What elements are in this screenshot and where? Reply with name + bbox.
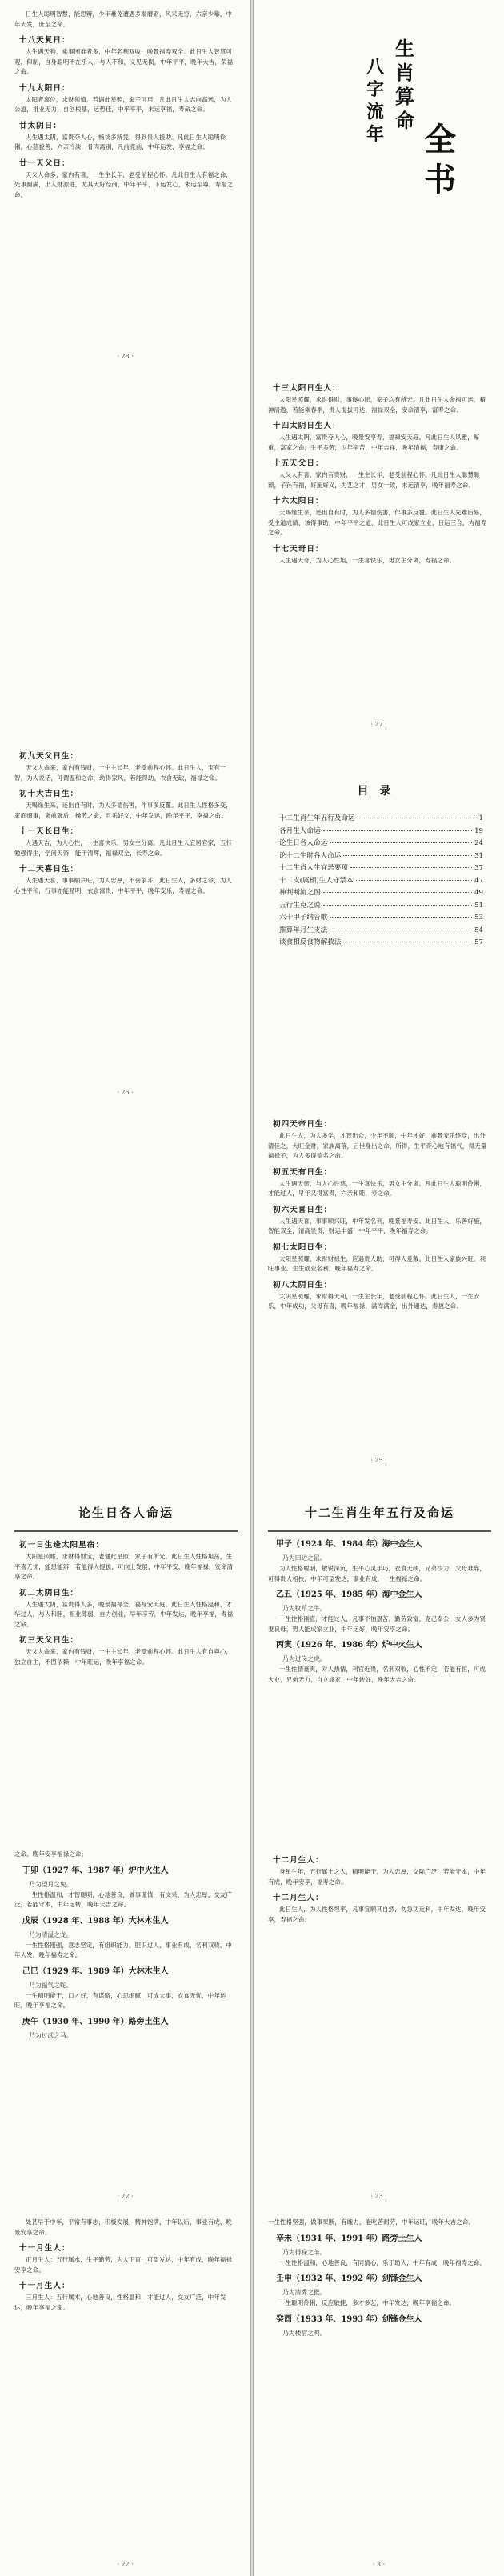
section-heading: 十七天奇日： <box>273 544 324 554</box>
year-heading: 庚午（1930 年、1990 年）路旁土生人 <box>22 2017 169 2026</box>
toc-entry-title: 六十甲子纳音歌 <box>279 914 328 922</box>
toc-entry-title: 各月生人命运 <box>279 826 321 835</box>
paragraph: 此日生人，为人性格坦率，凡事宜顺其自然，勿急功近利，中年发达，晚年安享，寿福之命。 <box>268 1906 486 1923</box>
page-number: · 26 · <box>117 1089 134 1096</box>
year-heading: 壬申（1932 年、1992 年）剑锋金生人 <box>276 2274 422 2283</box>
chapter-title: 论生日各人命运 <box>78 1506 174 1520</box>
toc-leader <box>323 830 472 831</box>
year-heading: 丙寅（1926 年、1986 年）炉中火生人 <box>276 1641 422 1650</box>
paragraph: 此日生人，为人多学，才智出众，少年不顺，中年才好，前景安乐终身，出外清佳之，大旺金财，家族离落，后世身出之命，所得，生平奇心地有福气，得无量福禄子，为人多得德名之命。 <box>268 1132 487 1159</box>
toc-entry-title: 十二支(属相)生人守禁本 <box>279 876 354 885</box>
cover-title-char: 生 <box>395 37 414 60</box>
toc-leader <box>343 855 472 856</box>
cover-title-column <box>395 37 414 133</box>
year-heading: 辛未（1931 年、1991 年）路旁土生人 <box>276 2234 422 2243</box>
cover-title-char: 肖 <box>395 61 414 84</box>
cover-title-char: 算 <box>395 85 414 108</box>
paragraph: 人生遇天喜，事事顺兴旺，中年发名利，晚景福寿安。此日生人，乐善好施，智能双全，清高显贵，财运丰盛，中年平平，晚年福寿之命。 <box>268 1217 486 1234</box>
year-heading: 乙丑（1925 年、1985 年）海中金生人 <box>276 1590 422 1599</box>
toc-title: 目录 <box>357 785 402 798</box>
section-heading: 初九天父日生： <box>19 752 79 761</box>
book-page-left <box>0 2208 250 2576</box>
paragraph: 太阳星照耀，求财得财，事遂心愿，家子均有所光。凡此日生人金福可运，精神清逸，若能乘春季，贵人提拔可达，福禄双全，安命清享，富寿之命。 <box>268 396 486 414</box>
chapter-title: 十二生肖生年五行及命运 <box>304 1506 454 1520</box>
cover-title <box>254 24 504 344</box>
paragraph: 为人性格聪明，敏锐深沉，生平心灵手巧，衣食无缺，兄弟少力，父母难靠，可得贵人相扶，中年可望发达，事业有成，一生福禄之命。 <box>268 1565 486 1582</box>
section-heading: 初三天父日生： <box>19 1636 79 1645</box>
book-page-right <box>254 1840 504 2208</box>
toc-entry-title: 五行生克之说 <box>279 901 321 910</box>
paragraph: 人生遇太阴，富贵夺人心，畅谈多所凭，得到贵人援助。凡此日生人聪明伶俐，心慈貌善，六亲冷淡，骨肉离别，凡前克前，中年运发，享福之命。 <box>14 133 226 150</box>
paragraph: 太阳星照耀，求财得财宝，老遇此星照，家子有所光。此日生人性格坦荡，生平喜无忧，能思能辨，若能得人提拔，可向上发展，中年平安，晚年福禄，安命清享之命。 <box>14 1553 234 1580</box>
section-heading: 十一天长日生： <box>19 827 79 836</box>
section-heading: 十五天父日： <box>273 459 324 468</box>
toc-entry[interactable] <box>279 875 483 888</box>
book-page-right <box>254 368 504 736</box>
cover-title-char: 书 <box>424 161 456 198</box>
year-subheading: 乃为楼宿之鸡。 <box>282 2329 326 2337</box>
page-number: · 27 · <box>370 721 387 728</box>
toc-entry-title: 十二生肖生年五行及命运 <box>279 814 355 822</box>
year-heading: 己巳（1929 年、1989 年）大林木生人 <box>22 1966 169 1976</box>
book-spread <box>0 0 504 368</box>
toc-entry-title: 神判断流之图 <box>279 889 321 897</box>
book-spread <box>0 1472 504 1840</box>
paragraph: 人生遇天狗，乘事困难者多，中年名利双收，晚景福寿双全。此日生人智慧可观，仰制，自身聪明不在乎人，与人不和，义见无损，中年平平，晚年大吉，荣福之命。 <box>14 48 234 75</box>
year-subheading: 乃为得禄之羊。 <box>282 2248 326 2256</box>
paragraph: 日生人聪明智慧，能思辨，少年难免遭遇多端磨砺，风采无穷，六亲少靠，中年大发，庶至之命。 <box>14 10 233 28</box>
paragraph: 人生遇天帝，与人心性慈，一生喜快乐，男女主分离。凡此日生人聪明伶俐，才能过人，早年又得富贵，六亲和睦，寿之命。 <box>268 1179 486 1197</box>
cover-title-char: 年 <box>366 124 384 145</box>
paragraph: 太阴星照耀，求财得大利，一生主长年，老受前程心怀。此日生人，一生安乐，中年成功，父母有喜，晚年福禄，满库满金，出外通达，寿福之命。 <box>268 1292 480 1310</box>
paragraph: 一生性格刚直，才能过人，凡事不怕艰苦，勤劳致富，克己奉公，女人多为贤妻良母，男人能成家立业，中年运好，晚年安享之命。 <box>268 1615 486 1633</box>
section-heading: 十二月生人： <box>273 1894 324 1902</box>
book-page-left <box>0 0 250 368</box>
year-subheading: 乃为清温之龙。 <box>29 1930 73 1938</box>
book-page-left <box>0 1840 250 2208</box>
book-spread <box>0 2208 504 2576</box>
section-heading: 廿太阴日： <box>19 121 62 130</box>
toc-entry-title: 十二生肖人生宜忌要项 <box>279 864 348 872</box>
paragraph: 天父人命多，家内有喜，一生主长年，老受前程心怀。凡此日生人有福之命，处事圆满，出入财源进，尤其大好经商，中年平平，下运发心，末运至尊，寿福之命。 <box>14 170 234 198</box>
toc-leader <box>350 867 472 868</box>
paragraph: 一生性格刚强，意志坚定，有组织能力，胆识过人，事业有成，名利双收，中年大发，晚年福寿之命。 <box>14 1941 233 1958</box>
paragraph: 正月生人：五行属水，生平勤劳，为人正直，可望发达，中年有成，晚年福禄安享之命。 <box>14 2256 233 2274</box>
year-subheading: 乃为望月之兔。 <box>29 1880 73 1888</box>
section-heading: 初八太阴日生： <box>273 1280 333 1290</box>
book-page-right <box>254 0 504 368</box>
toc-leader <box>330 842 472 843</box>
paragraph: 天父人命来，家内有钱财，一生主长年，老受前程心怀。此日生人，宝有一智，为人说话，可谓温和之命，幼得家风，若能得助，衣食无缺，福禄之命。 <box>14 764 226 782</box>
page-number: · 28 · <box>117 353 134 360</box>
section-heading: 廿一天父日： <box>19 158 70 168</box>
paragraph: 天喝缘生来，还出自有时，为人多德伤害，作事多反覆。此日生人先难后易，受主道成绩，该得事助，中年平平之道，此日生人可成家立业，日运三合，为福寿之命。 <box>268 509 487 536</box>
year-heading: 戊辰（1928 年、1988 年）大林木生人 <box>22 1916 169 1926</box>
toc-entry-title: 谈食相反食物解救法 <box>279 938 342 946</box>
book-spread <box>0 368 504 736</box>
paragraph: 三月生人：五行属木，心地善良，性格温和，才能过人，交友广泛，中年发达，晚年享福之命。 <box>14 2294 226 2311</box>
book-page-left <box>0 1472 250 1840</box>
cover-title-char: 命 <box>395 109 414 132</box>
cover-title-column <box>424 120 456 200</box>
year-subheading: 乃为过武之马。 <box>29 2031 73 2039</box>
section-heading: 十二天喜日生： <box>19 865 79 874</box>
book-page-left <box>0 736 250 1104</box>
year-subheading: 乃为牧草之牛。 <box>282 1605 326 1612</box>
toc-entry-page: 1 <box>478 814 483 822</box>
section-heading: 十一月生人： <box>19 2282 70 2290</box>
paragraph: 一生性情豪爽，对人热情，利官近贵，名利双收，心性不定，若能有恒，可成大业，兄弟无力，自立成家，中年转好，晚年大吉之命。 <box>268 1666 486 1683</box>
section-heading: 十六太阳日： <box>273 497 324 506</box>
book-spread <box>0 1840 504 2208</box>
cover-title-char: 八 <box>366 57 384 78</box>
section-heading: 初二太阴日生： <box>19 1588 79 1598</box>
toc-entry-title: 论生日各人命运 <box>279 839 328 847</box>
page-number: · 22 · <box>117 2193 134 2200</box>
section-heading: 十八天复日： <box>19 36 70 45</box>
toc-leader <box>330 917 472 918</box>
toc-entry-page: 49 <box>474 889 483 897</box>
paragraph: 人生遇天奇，为人心性坦，一生喜快乐，男女主分离，寿福之命。 <box>279 556 456 564</box>
book-page-right <box>254 736 504 1104</box>
toc-entry-page: 24 <box>474 839 483 847</box>
book-spread <box>0 1104 504 1472</box>
year-subheading: 乃为福气之蛇。 <box>29 1981 73 1989</box>
paragraph: 天父人命来，家内有钱财，一生主长年，老受前程心怀。此日生人有自尊心，独立自主，不图依赖，中年旺运，晚年享福之命。 <box>14 1648 233 1666</box>
section-heading: 初四天帝日生： <box>273 1120 333 1129</box>
toc-entry-title: 推算年月生支法 <box>279 926 328 934</box>
toc-entry[interactable] <box>279 813 483 826</box>
paragraph: 人生遇天喜，事事顺兴旺，为人忠厚，不善争斗，此日生人，多财之命，为人心性平和，行事亦能精明，衣食富贵，中年平平，晚年安乐，寿福之命。 <box>14 877 233 894</box>
toc-entry-title: 论十二生时各人命运 <box>279 851 342 860</box>
book-page-right <box>254 1472 504 1840</box>
paragraph: 身星生年，五行属土之人，精明能干，为人忠厚，交际广泛，若能守本，中年有成，晚年安享，福寿之命。 <box>268 1868 486 1886</box>
cover-title-char: 字 <box>366 79 384 100</box>
toc-entry-page: 51 <box>474 901 483 910</box>
year-heading: 癸酉（1933 年、1993 年）剑锋金生人 <box>276 2314 422 2324</box>
book-page-left <box>0 368 250 736</box>
section-heading: 十三太阳日生人： <box>273 384 341 393</box>
toc-entry[interactable] <box>279 925 483 938</box>
paragraph: 一生性格温和，才智聪明，心地善良，做事谨慎，有文采，为人忠厚，交友广泛，若能守本，中年运转，晚年大吉之命。 <box>14 1890 233 1908</box>
section-heading: 十四太阴日生人： <box>273 422 341 430</box>
chapter-rule <box>268 1530 491 1532</box>
toc-leader <box>323 892 472 893</box>
paragraph: 一生性格温和，心地善良，有同情心，乐于助人，中年有成，晚年福寿之命。 <box>279 2258 486 2266</box>
section-heading: 初七太阳日生： <box>273 1242 333 1252</box>
toc-entry-page: 54 <box>474 926 483 934</box>
toc-entry-page: 47 <box>474 876 483 885</box>
year-subheading: 乃为田边之鼠。 <box>282 1554 326 1562</box>
section-heading: 十一月生人： <box>19 2244 70 2253</box>
section-heading: 十二月生人： <box>273 1856 324 1865</box>
toc-entry[interactable] <box>279 826 483 838</box>
section-heading: 初五天有日生： <box>273 1167 333 1177</box>
page-number: · 25 · <box>370 1457 387 1464</box>
section-heading: 十九太阳日： <box>19 83 70 93</box>
toc-entry-page: 37 <box>474 864 483 872</box>
book-page-left <box>0 1104 250 1472</box>
toc-entry[interactable] <box>279 900 483 913</box>
toc-entry[interactable] <box>279 937 483 950</box>
toc-entry-page: 31 <box>474 851 483 860</box>
paragraph: 太阳者离位，求财须慎，若遇此星照，家子可用，凡此日生人志向高远，为人公道，祖业无力，自创根基，运势佳，中平平平，末运享福，寿命之命。 <box>14 95 233 113</box>
page-number: · 3 · <box>372 2561 386 2568</box>
section-heading: 初十大吉日生： <box>19 790 79 798</box>
toc-leader <box>323 905 472 906</box>
paragraph: 天喝缘生来，还出自有时，为人多德伤害，作事多反覆。此日生人性格多变，家庭细事，离前就后，操劳之命，且乐好义，中年发运，晚年平平，享福之命。 <box>14 802 233 819</box>
paragraph: 一生聪明伶俐，反应敏捷，多才多艺，中年发达，晚年享福之命。 <box>279 2299 456 2306</box>
year-heading: 甲子（1924 年、1984 年）海中金生人 <box>276 1540 422 1549</box>
paragraph: 人父人有喜，家内有贵财，一生主长年，老受前程心怀。凡此日生人聪慧聪颖，子孙有福，好施好义，为艺之才，男女一致，末运清享，晚年福寿之命。 <box>268 471 480 489</box>
cover-title-char: 流 <box>366 102 384 122</box>
paragraph: 人遇天吉，为人心性，一生喜快乐，男女主分离。凡此日生人宜居官家，五行勉强得生，学问天资，能干清辉，福禄双全，长寿之命。 <box>14 839 233 857</box>
year-subheading: 乃为清秀之猴。 <box>282 2289 326 2296</box>
paragraph: 一生精明能干，口才好，有谋略，心思细腻，可成大事，衣食无忧，中年运旺，晚年享福之命。 <box>14 1991 226 2009</box>
toc-entry-page: 19 <box>474 826 483 835</box>
cover-title-column <box>366 56 384 146</box>
paragraph: 一生性格坚强，做事果断，有魄力，能吃苦耐劳，中年运旺，晚年大吉之命。 <box>268 2218 475 2226</box>
year-subheading: 乃为过岗之虎。 <box>282 1655 326 1662</box>
toc-entry-page: 57 <box>474 938 483 946</box>
toc-entry-page: 53 <box>474 914 483 922</box>
toc-entry[interactable] <box>279 887 483 900</box>
section-heading: 初六天喜日生： <box>273 1205 333 1214</box>
book-spread <box>0 736 504 1104</box>
paragraph: 人生遇太阴，富贵夺人心，晚景安享寿，福禄安天庭。凡此日生人风雅，厚重，富家之命，生平多劳，少年辛苦，中年吉祥，晚年清福，寿康之命。 <box>268 434 480 451</box>
paragraph: 处甚早于中年，平常有事志，积极发展，精神饱满，中年以后，事业有成，晚景安享之命。 <box>14 2218 233 2236</box>
toc-entry[interactable] <box>279 838 483 850</box>
cover-title-char: 全 <box>424 121 456 158</box>
paragraph: 之命。晚年安享福禄之命。 <box>14 1850 88 1858</box>
toc-leader <box>356 880 472 881</box>
toc-entry[interactable] <box>279 862 483 875</box>
book-page-right <box>254 2208 504 2576</box>
chapter-rule <box>14 1530 238 1532</box>
page-number: · 22 · <box>117 2561 134 2568</box>
paragraph: 人生遇太阴，富贵得人多，晚景福禄全，福禄安天庭。此日生人性格温和，才华过人，与人和睦，祖业薄弱，自力创业，早年辛劳，中年发达，晚年享福，寿福之命。 <box>14 1600 234 1628</box>
section-heading: 初一日生逢太阳星宿： <box>19 1541 104 1550</box>
toc-entry[interactable] <box>279 850 483 863</box>
toc-entry[interactable] <box>279 912 483 925</box>
paragraph: 太阳星照耀，求财财禄生，应遇贵人助，可得人爱戴。此日生人家族兴旺，利旺事业，生生创业名利，晚年福寿之命。 <box>268 1254 486 1272</box>
page-number: · 23 · <box>370 2193 387 2200</box>
year-heading: 丁卯（1927 年、1987 年）炉中火生人 <box>22 1866 169 1875</box>
book-page-right <box>254 1104 504 1472</box>
